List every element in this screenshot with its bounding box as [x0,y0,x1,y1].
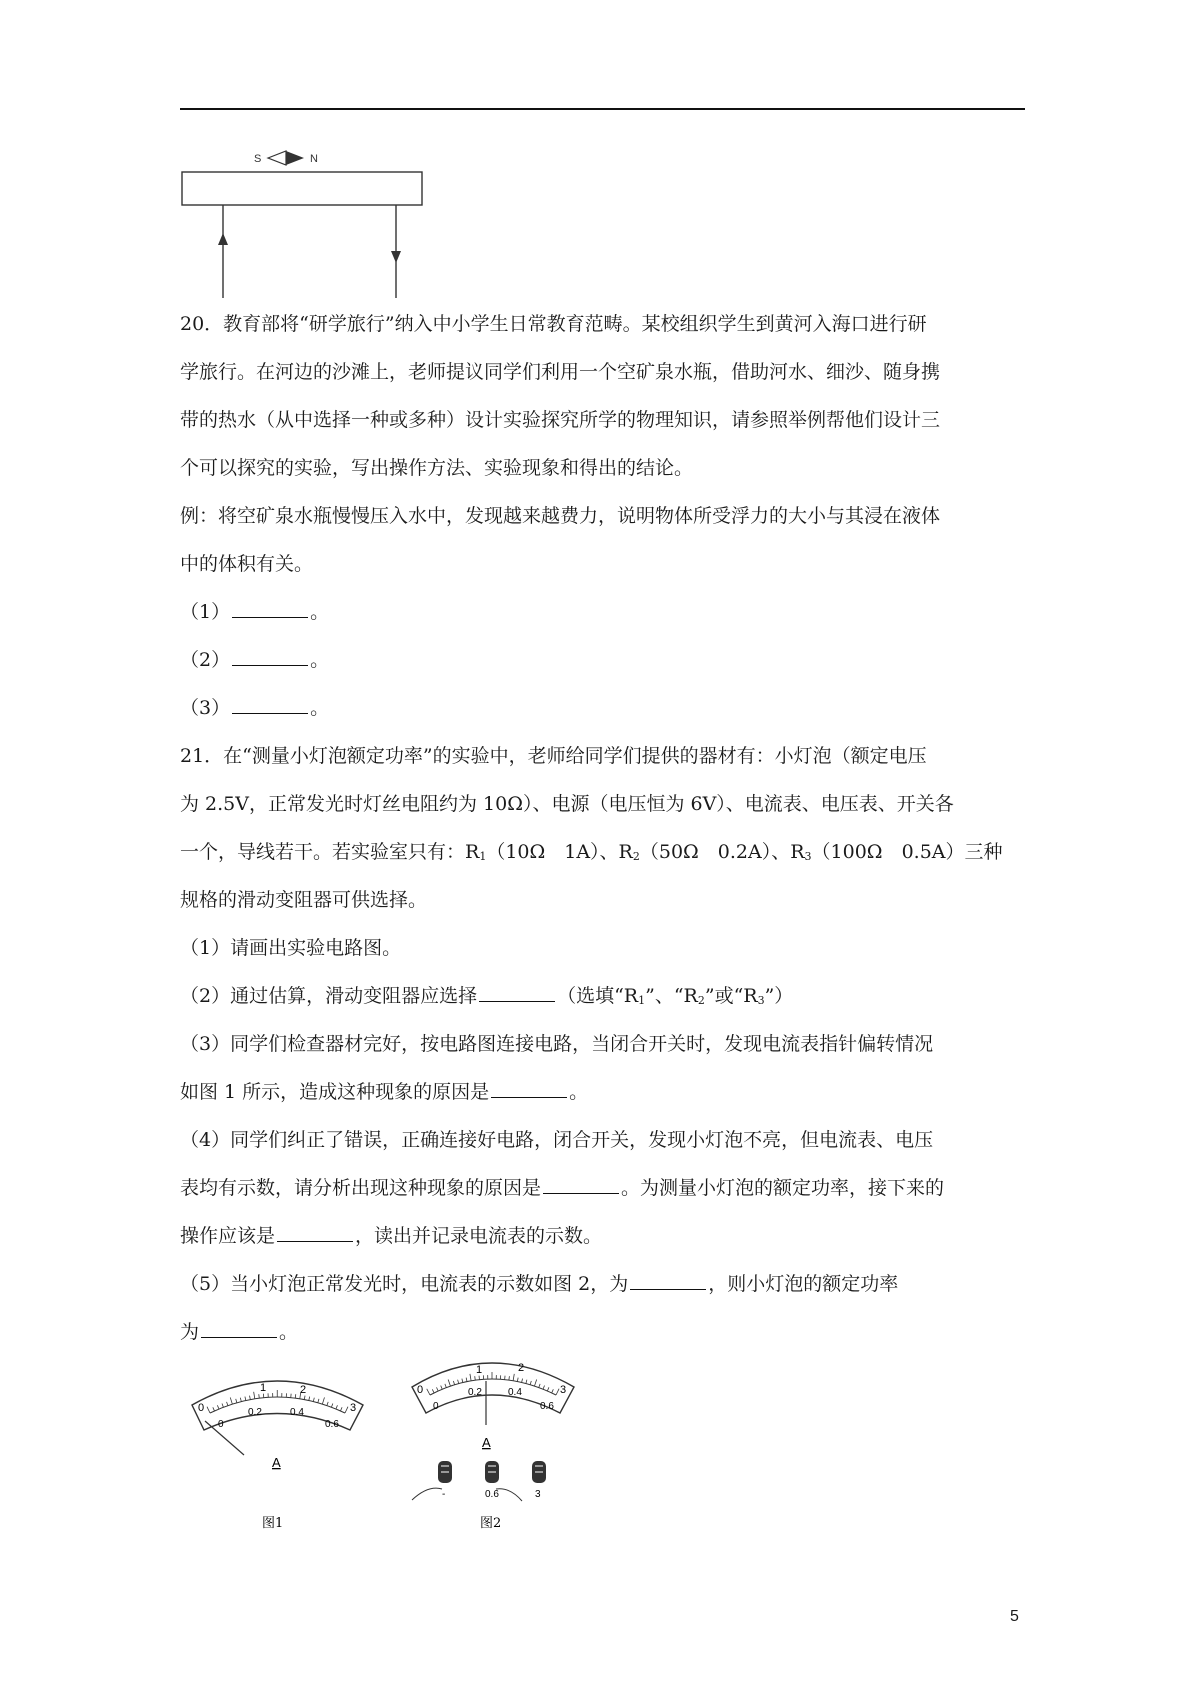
q20-line: 个可以探究的实验，写出操作方法、实验现象和得出的结论。 [180,457,694,479]
meter2-bottom-label: 0.4 [508,1387,522,1398]
meter2-caption: 图2 [480,1516,502,1531]
compass-s-label: S [254,153,262,165]
header-rule [180,108,1025,110]
item-prefix: （2） [180,649,231,671]
meter-tick [295,1394,296,1398]
text: 表均有示数，请分析出现这种现象的原因是 [180,1177,542,1199]
compass-needle-s [268,151,286,165]
meter2-terminal-label: 3 [535,1489,541,1500]
text: ”或“R [704,985,758,1007]
subscript: 2 [632,850,640,863]
text: （10Ω 1A）、R [486,841,633,863]
subscript: 3 [804,850,812,863]
text: 一个，导线若干。若实验室只有：R [180,841,480,863]
subscript: 3 [757,994,765,1007]
subscript: 1 [638,994,646,1007]
meter1-bottom-label: 0.2 [248,1407,262,1418]
meter2-wire-middle [496,1489,522,1501]
compass-n-label: N [310,153,318,165]
meter2-bottom-label: 0 [433,1401,439,1412]
meter2-bottom-label: 0.2 [468,1387,482,1398]
meter2-top-label: 1 [476,1364,483,1376]
meter1-bottom-label: 0 [218,1419,224,1430]
text: 为 [180,1321,200,1343]
text: ”、“R [645,985,698,1007]
q20-line: 20．教育部将“研学旅行”纳入中小学生日常教育范畴。某校组织学生到黄河入海口进行研 [180,313,927,335]
question-20 [180,300,1030,732]
q20-line: 学旅行。在河边的沙滩上，老师提议同学们利用一个空矿泉水瓶，借助河水、细沙、随身携 [180,361,941,383]
q21-part-4-line-3 [180,1212,1030,1260]
text: 。为测量小灯泡的额定功率，接下来的 [621,1177,945,1199]
q21-part-2 [180,972,1030,1020]
meter2-terminal-minus [438,1461,452,1483]
answer-blank [479,979,555,1002]
meter1-bottom-label: 0.4 [290,1407,304,1418]
q21-line-4: 规格的滑动变阻器可供选择。 [180,889,428,911]
meter1-end-label-left: 0 [198,1402,205,1414]
text: （100Ω 0.5A）三种 [811,841,1003,863]
text: 如图 1 所示，造成这种现象的原因是 [180,1081,490,1103]
page-number: 5 [1010,1608,1019,1625]
meter-tick [259,1394,260,1398]
text: （2）通过估算，滑动变阻器应选择 [180,985,478,1007]
answer-blank [630,1267,706,1290]
meter-tick [509,1376,510,1380]
ammeter-figures [180,1345,640,1545]
answer-blank [232,691,308,714]
meter2-terminal-3 [532,1461,546,1483]
q21-part-5-line-1 [180,1260,1030,1308]
meter2-terminal-0-6 [485,1461,499,1483]
text: 。 [279,1321,299,1343]
ammeter-figure-2 [412,1362,574,1531]
right-wire-arrow-down [391,251,401,263]
answer-blank [543,1171,619,1194]
item-suffix: 。 [310,697,330,719]
q21-part-4-line-1: （4）同学们纠正了错误，正确连接好电路，闭合开关，发现小灯泡不亮，但电流表、电压 [180,1129,934,1151]
meter2-end-label-left: 0 [417,1384,424,1396]
answer-blank [232,643,308,666]
item-prefix: （1） [180,601,231,623]
text: 操作应该是 [180,1225,276,1247]
text: （50Ω 0.2A）、R [639,841,805,863]
meter2-wire-left [412,1488,442,1500]
meter2-unit: A [482,1435,491,1450]
subscript: 1 [479,850,487,863]
answer-blank [277,1219,353,1242]
meter1-top-label: 2 [300,1384,307,1396]
left-wire-arrow-up [218,233,228,245]
compass-needle-n [286,151,304,165]
q21-line-2: 为 2.5V，正常发光时灯丝电阻约为 10Ω）、电源（电压恒为 6V）、电流表、电压表、开关各 [180,793,954,815]
answer-blank [491,1075,567,1098]
q21-part-1: （1）请画出实验电路图。 [180,937,402,959]
q21-part-4-line-2 [180,1164,1030,1212]
text: ，读出并记录电流表的示数。 [355,1225,603,1247]
question-21 [180,732,1030,1356]
meter1-needle [205,1421,244,1455]
item-suffix: 。 [310,601,330,623]
item-suffix: 。 [310,649,330,671]
text: ”） [764,985,794,1007]
meter2-end-label-right: 3 [560,1384,567,1396]
text: 。 [569,1081,589,1103]
meter-tick [475,1376,476,1380]
meter2-top-label: 2 [518,1362,525,1374]
q20-item-1 [180,588,1030,636]
meter1-top-label: 1 [260,1382,267,1394]
meter2-bottom-label: 0.6 [540,1401,554,1412]
text: （选填“R [557,985,639,1007]
ammeter-figure-1 [192,1381,363,1531]
answer-blank [232,595,308,618]
q20-item-2 [180,636,1030,684]
q21-line-1: 21．在“测量小灯泡额定功率”的实验中，老师给同学们提供的器材有：小灯泡（额定电压 [180,745,927,767]
text: ，则小灯泡的额定功率 [708,1273,899,1295]
meter1-caption: 图1 [262,1516,284,1531]
text: （5）当小灯泡正常发光时，电流表的示数如图 2，为 [180,1273,629,1295]
subscript: 2 [697,994,705,1007]
answer-blank [201,1315,277,1338]
meter1-end-label-right: 3 [350,1402,357,1414]
magnet-circuit-figure [180,145,460,305]
conductor-bar [182,172,422,205]
q20-example-line: 中的体积有关。 [180,553,314,575]
q20-line: 带的热水（从中选择一种或多种）设计实验探究所学的物理知识，请参照举例帮他们设计三 [180,409,941,431]
q21-part-3-line-1: （3）同学们检查器材完好，按电路图连接电路，当闭合开关时，发现电流表指针偏转情况 [180,1033,934,1055]
meter1-unit: A [272,1455,281,1470]
q21-line-3 [180,828,1030,876]
meter1-bottom-label: 0.6 [325,1419,339,1430]
item-prefix: （3） [180,697,231,719]
meter2-terminal-label: 0.6 [485,1489,499,1500]
q21-part-3-line-2 [180,1068,1030,1116]
q20-example-line: 例：将空矿泉水瓶慢慢压入水中，发现越来越费力，说明物体所受浮力的大小与其浸在液体 [180,505,941,527]
q20-item-3 [180,684,1030,732]
meter2-terminal-label: - [442,1489,446,1500]
